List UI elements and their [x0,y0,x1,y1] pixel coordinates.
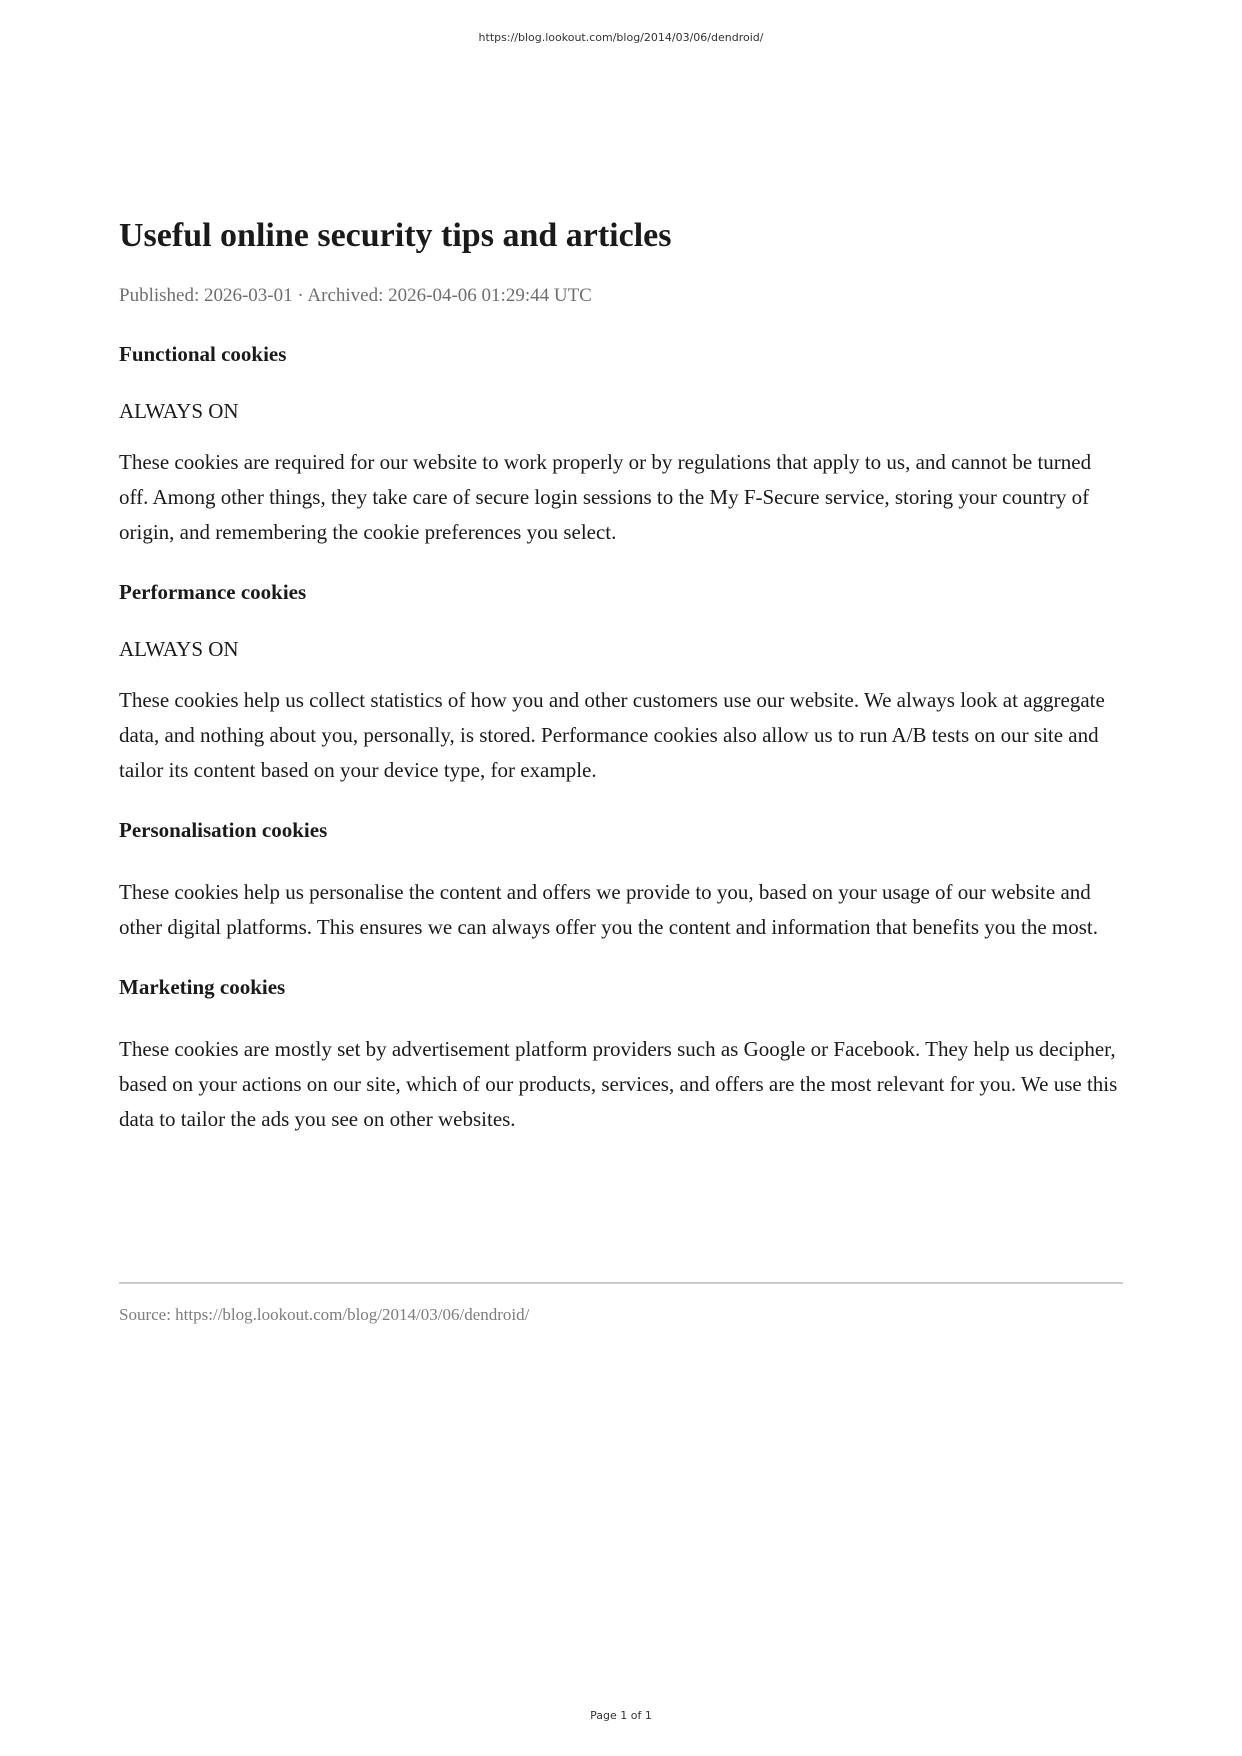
section-text-functional: These cookies are required for our website to work properly or by regulations that apply to us, and cannot be turned off. Among other things, they take care of secure login sessions to the My F-Secure service, storing your country of origin, and remembering the cookie preferences you select. [119,450,1092,544]
source-link[interactable]: Source: https://blog.lookout.com/blog/2014/03/06/dendroid/ [119,1305,530,1324]
divider [119,1282,1123,1284]
section-title-personalisation: Personalisation cookies [119,818,328,842]
page-number: Page 1 of 1 [590,1709,652,1722]
page-title: Useful online security tips and articles [119,217,672,254]
publish-meta: Published: 2026-03-01 · Archived: 2026-04-06 01:29:44 UTC [119,285,592,306]
section-title-functional: Functional cookies [119,342,287,366]
section-text-marketing: These cookies are mostly set by advertisement platform providers such as Google or Facebook. They help us decipher, based on your actions on our site, which of our products, services, and offers are the most relevant for you. We use this data to tailor the ads you see on other websites. [119,1037,1118,1131]
section-text-personalisation: These cookies help us personalise the content and offers we provide to you, based on your usage of our website and other digital platforms. This ensures we can always offer you the content and information that benefits you the most. [119,880,1098,939]
status-performance: ALWAYS ON [119,637,239,661]
status-functional: ALWAYS ON [119,399,239,423]
article [119,212,1123,1137]
section-title-performance: Performance cookies [119,580,307,604]
header-url: https://blog.lookout.com/blog/2014/03/06/dendroid/ [478,31,764,44]
section-title-marketing: Marketing cookies [119,975,286,999]
section-text-performance: These cookies help us collect statistics of how you and other customers use our website. We always look at aggregate data, and nothing about you, personally, is stored. Performance cookies also allow us to run A/B tests on our site and tailor its content based on your device type, for example. [119,688,1105,782]
